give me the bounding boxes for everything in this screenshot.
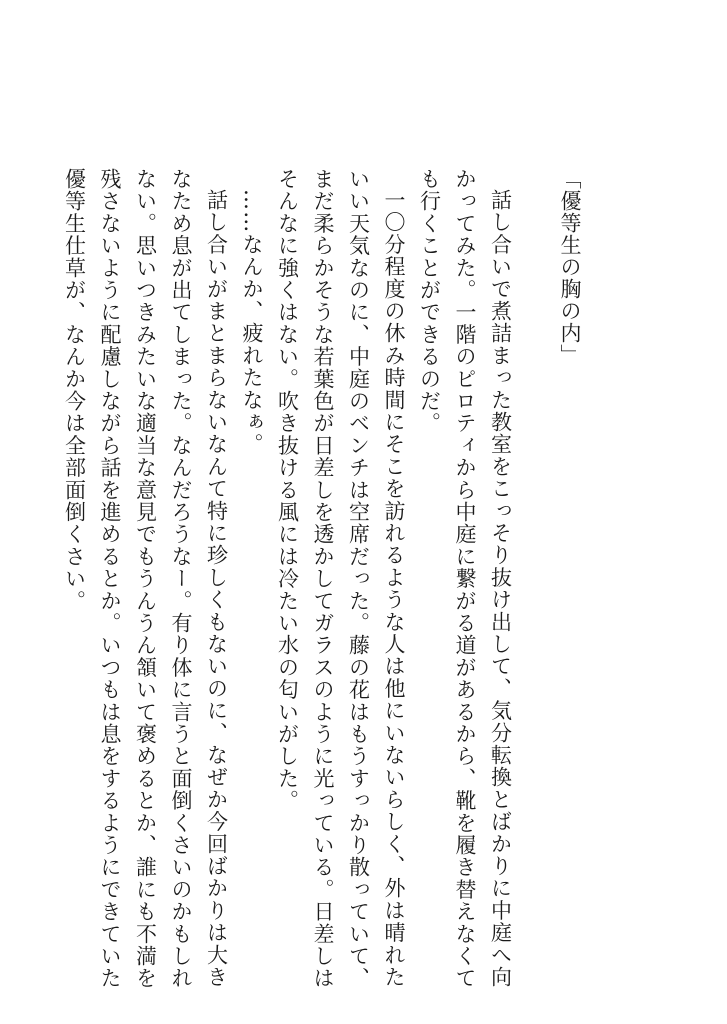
text-line: 残さないように配慮しながら話を進めるとか。いつもは息をするようにできていた xyxy=(98,168,122,990)
text-line: まだ柔らかそうな若葉色が日差しを透かしてガラスのように光っている。日差しは xyxy=(311,168,335,990)
story-title: 「優等生の胸の内」 xyxy=(558,168,582,366)
text-line: 優等生仕草が、なんか今は全部面倒くさい。 xyxy=(62,168,87,612)
text-line: 一〇分程度の休み時間にそこを訪れるような人は他にいないらしく、外は晴れた xyxy=(382,189,406,989)
text-line: なため息が出てしまった。なんだろうなー。有り体に言うと面倒くさいのかもしれ xyxy=(169,168,193,990)
text-line: 話し合いがまとまらないなんて特に珍しくもないのに、なぜか今回ばかりは大き xyxy=(204,189,229,989)
text-line: かってみた。一階のピロティから中庭に繋がる道があるから、靴を履き替えなくて xyxy=(453,168,477,990)
text-line: 話し合いで煮詰まった教室をこっそり抜け出して、気分転換とばかりに中庭へ向 xyxy=(488,189,513,989)
text-line: も行くことができるのだ。 xyxy=(417,168,442,435)
text-line: ……なんか、疲れたなぁ。 xyxy=(240,189,264,456)
text-line: いい天気なのに、中庭のベンチは空席だった。藤の花はもうすっかり散っていて、 xyxy=(346,168,371,990)
vertical-text-block xyxy=(56,168,587,990)
text-line: ない。思いつきみたいな適当な意見でもうんうん頷いて褒めるとか、誰にも不満を xyxy=(133,168,158,990)
text-line: そんなに強くはない。吹き抜ける風には冷たい水の匂いがした。 xyxy=(275,168,300,812)
